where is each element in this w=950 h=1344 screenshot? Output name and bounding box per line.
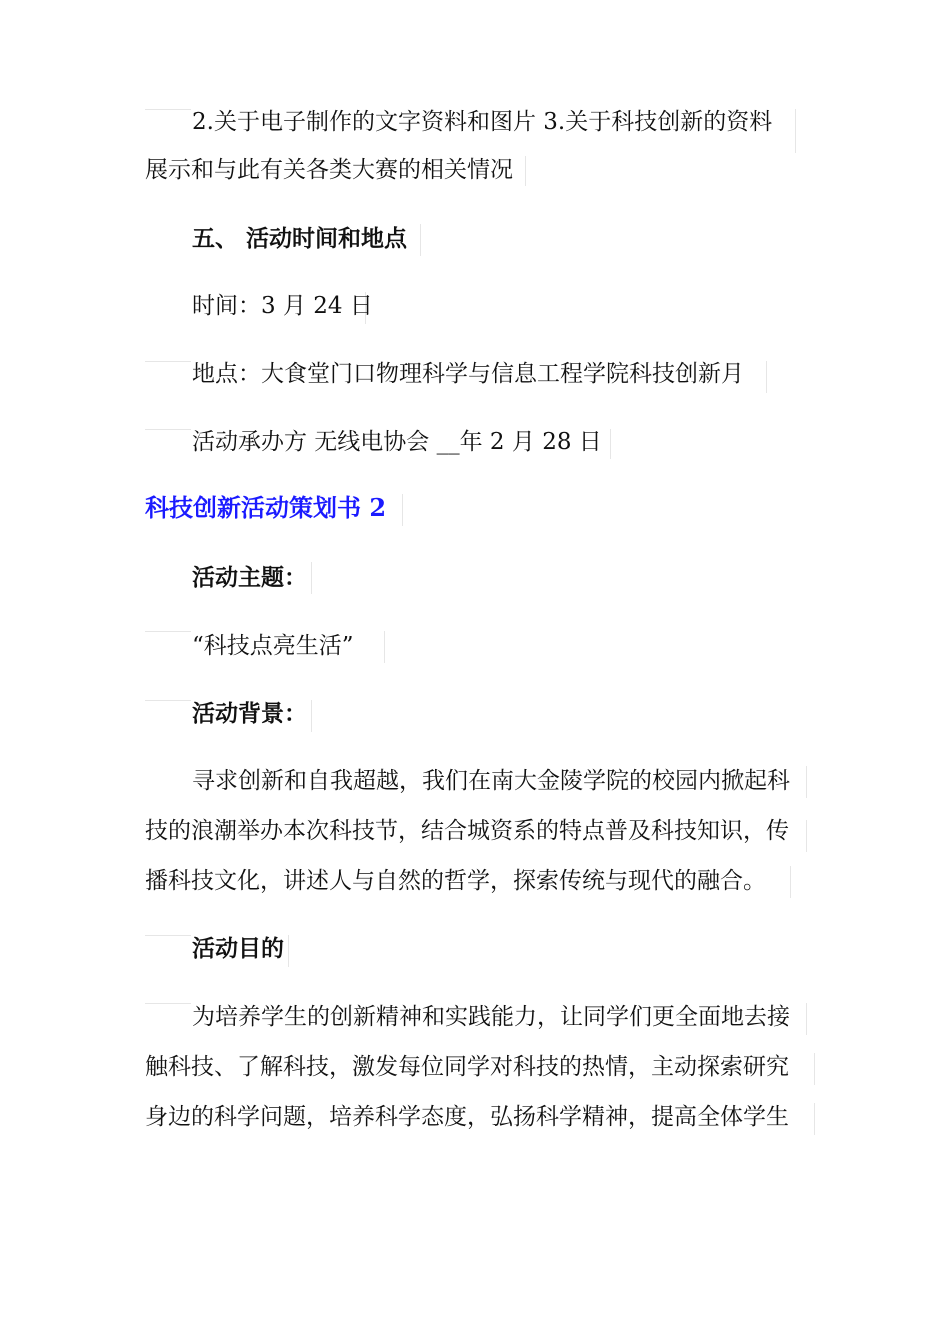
guide-mark	[402, 494, 403, 526]
purpose-line-1: 为培养学生的创新精神和实践能力，让同学们更全面地去接	[192, 1004, 790, 1030]
guide-mark	[420, 224, 421, 256]
guide-mark	[145, 109, 191, 110]
prev-materials-line-1: 2.关于电子制作的文字资料和图片 3.关于科技创新的资料	[192, 109, 773, 135]
background-label: 活动背景：	[192, 701, 307, 727]
event-organizer-date: 活动承办方 无线电协会 __年 2 月 28 日	[192, 429, 602, 455]
guide-mark	[795, 109, 796, 153]
guide-mark	[145, 1003, 191, 1004]
guide-mark	[790, 866, 791, 898]
background-line-3: 播科技文化，讲述人与自然的哲学，探索传统与现代的融合。	[145, 868, 766, 894]
guide-mark	[610, 429, 611, 459]
guide-mark	[806, 820, 807, 852]
guide-mark	[288, 935, 289, 967]
guide-mark	[311, 700, 312, 732]
theme-label: 活动主题：	[192, 565, 307, 591]
guide-mark	[145, 429, 191, 430]
guide-mark	[806, 766, 807, 798]
purpose-label: 活动目的	[192, 936, 284, 962]
prev-materials-line-2: 展示和与此有关各类大赛的相关情况	[145, 157, 513, 183]
guide-mark	[145, 700, 191, 701]
event-place: 地点：大食堂门口物理科学与信息工程学院科技创新月	[192, 361, 744, 387]
guide-mark	[766, 361, 767, 393]
guide-mark	[806, 1003, 807, 1035]
guide-mark	[814, 1103, 815, 1135]
plan-2-title: 科技创新活动策划书 2	[145, 493, 387, 522]
background-line-1: 寻求创新和自我超越，我们在南大金陵学院的校园内掀起科	[192, 768, 790, 794]
purpose-line-2: 触科技、了解科技，激发每位同学对科技的热情，主动探索研究	[145, 1054, 789, 1080]
guide-mark	[814, 1053, 815, 1085]
section-5-heading: 五、 活动时间和地点	[192, 226, 408, 252]
guide-mark	[525, 156, 526, 186]
guide-mark	[145, 361, 191, 362]
event-time: 时间：3 月 24 日	[192, 293, 373, 319]
guide-mark	[384, 631, 385, 663]
guide-mark	[145, 631, 191, 632]
guide-mark	[311, 562, 312, 594]
guide-mark	[145, 935, 191, 936]
theme-value: “科技点亮生活”	[192, 633, 354, 659]
purpose-line-3: 身边的科学问题，培养科学态度，弘扬科学精神，提高全体学生	[145, 1104, 789, 1130]
background-line-2: 技的浪潮举办本次科技节，结合城资系的特点普及科技知识，传	[145, 818, 789, 844]
